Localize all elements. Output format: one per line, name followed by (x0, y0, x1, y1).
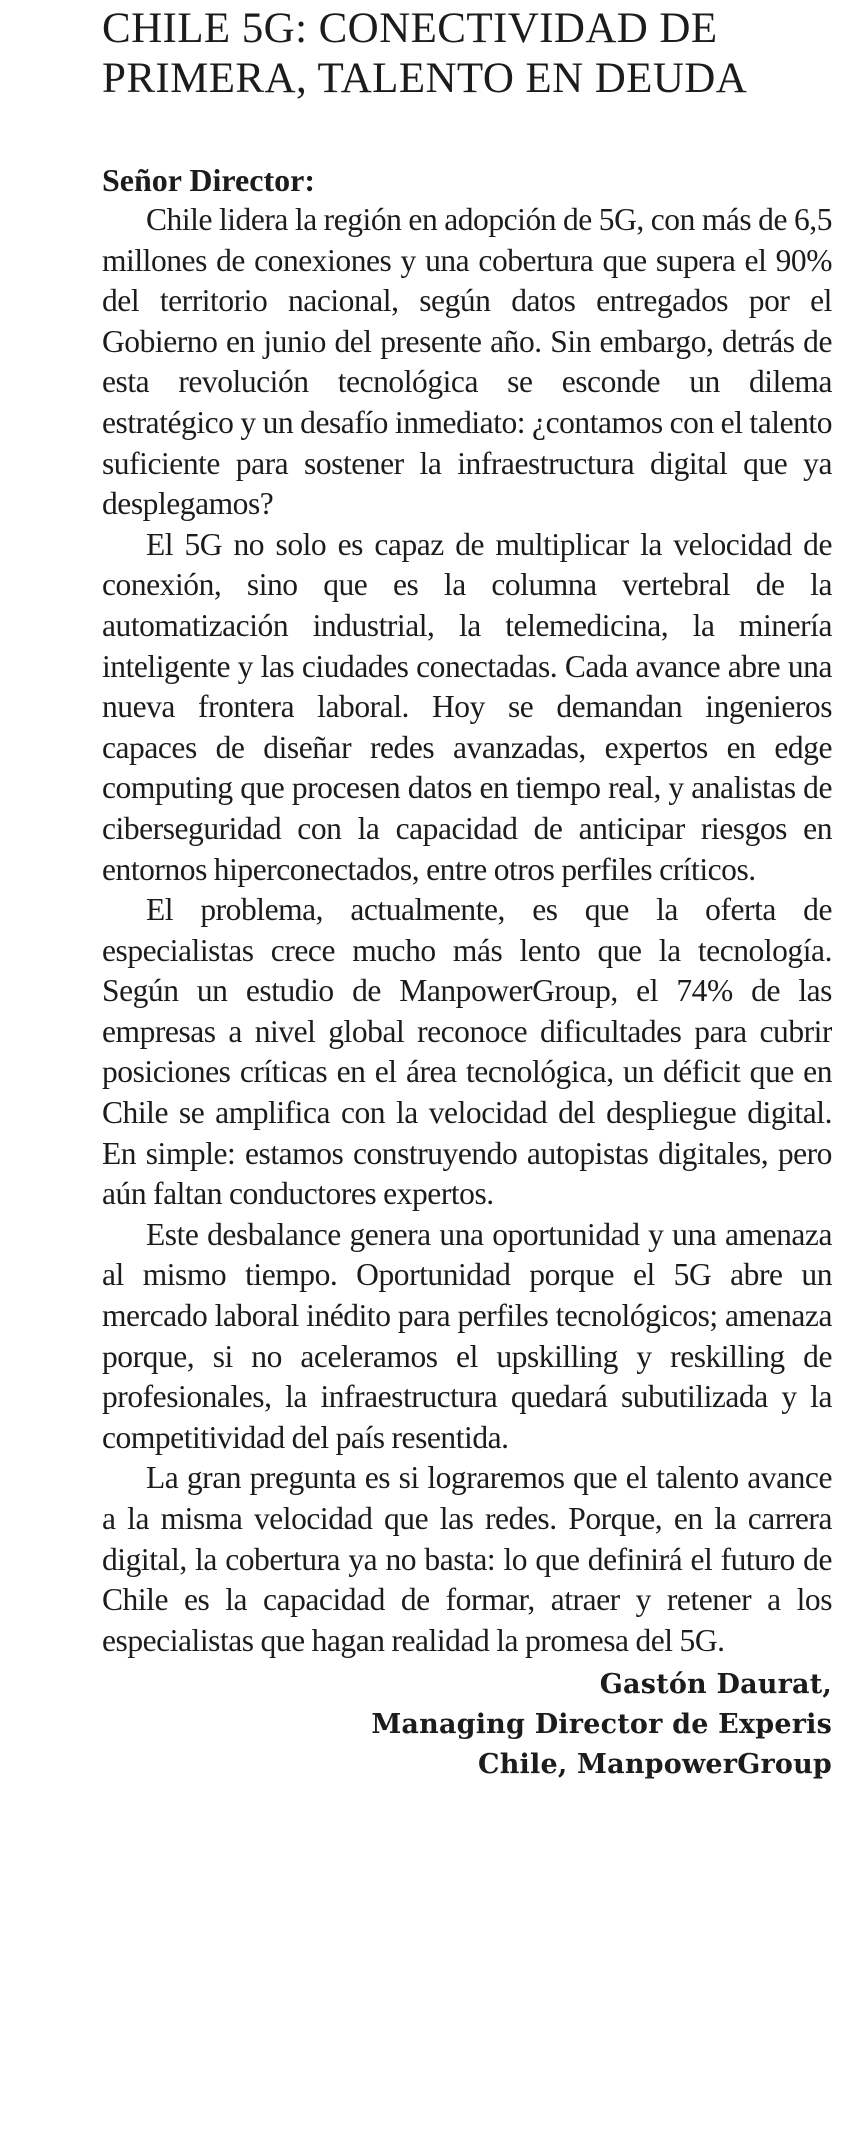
headline (102, 4, 822, 104)
signature (102, 1665, 832, 1785)
signature-name: Gastón Daurat, (599, 1669, 832, 1701)
paragraph-1: Chile lidera la región en adopción de 5G, con más de 6,5 millones de conexiones y una cobertura que supera el 90% del territorio nacional, según datos entregados por el Gobierno en junio del presente año. Sin embargo, detrás de esta revolución tecnológica se esconde un dilema estratégico y un desafío inmediato: ¿contamos con el talento suficiente para sostener la infraestructura digital que ya desplegamos? (102, 202, 832, 522)
letter-body (102, 160, 832, 2138)
salutation: Señor Director: (102, 162, 315, 198)
paragraph-2: El 5G no solo es capaz de multiplicar la velocidad de conexión, sino que es la columna vertebral de la automatización industrial, la telemedicina, la minería inteligente y las ciudades conectadas. Cada avance abre una nueva frontera laboral. Hoy se demandan ingenieros capaces de diseñar redes avanzadas, expertos en edge computing que procesen datos en tiempo real, y analistas de ciberseguridad con la capacidad de anticipar riesgos en entornos hiperconectados, entre otros perfiles críticos. (102, 526, 832, 887)
paragraph-3: El problema, actualmente, es que la oferta de especialistas crece mucho más lento que la tecnología. Según un estudio de ManpowerGroup, el 74% de las empresas a nivel global reconoce dificultades para cubrir posiciones críticas en el área tecnológica, un déficit que en Chile se amplifica con la velocidad del despliegue digital. En simple: estamos construyendo autopistas digitales, pero aún faltan conductores expertos. (102, 892, 832, 1212)
paragraph-5: La gran pregunta es si lograremos que el talento avance a la misma velocidad que las redes. Porque, en la carrera digital, la cobertura ya no basta: lo que definirá el futuro de Chile es la capacidad de formar, atraer y retener a los especialistas que hagan realidad la promesa del 5G. (102, 1460, 832, 1658)
headline-line-1: CHILE 5G: CONECTIVIDAD DE (102, 5, 718, 52)
signature-title: Managing Director de Experis (371, 1709, 832, 1741)
signature-company: Chile, ManpowerGroup (478, 1749, 832, 1781)
headline-line-2: PRIMERA, TALENTO EN DEUDA (102, 55, 748, 102)
paragraph-4: Este desbalance genera una oportunidad y una amenaza al mismo tiempo. Oportunidad porque el 5G abre un mercado laboral inédito para perfiles tecnológicos; amenaza porque, si no aceleramos el upskilling y reskilling de profesionales, la infraestructura quedará subutilizada y la competitividad del país resentida. (102, 1216, 832, 1455)
